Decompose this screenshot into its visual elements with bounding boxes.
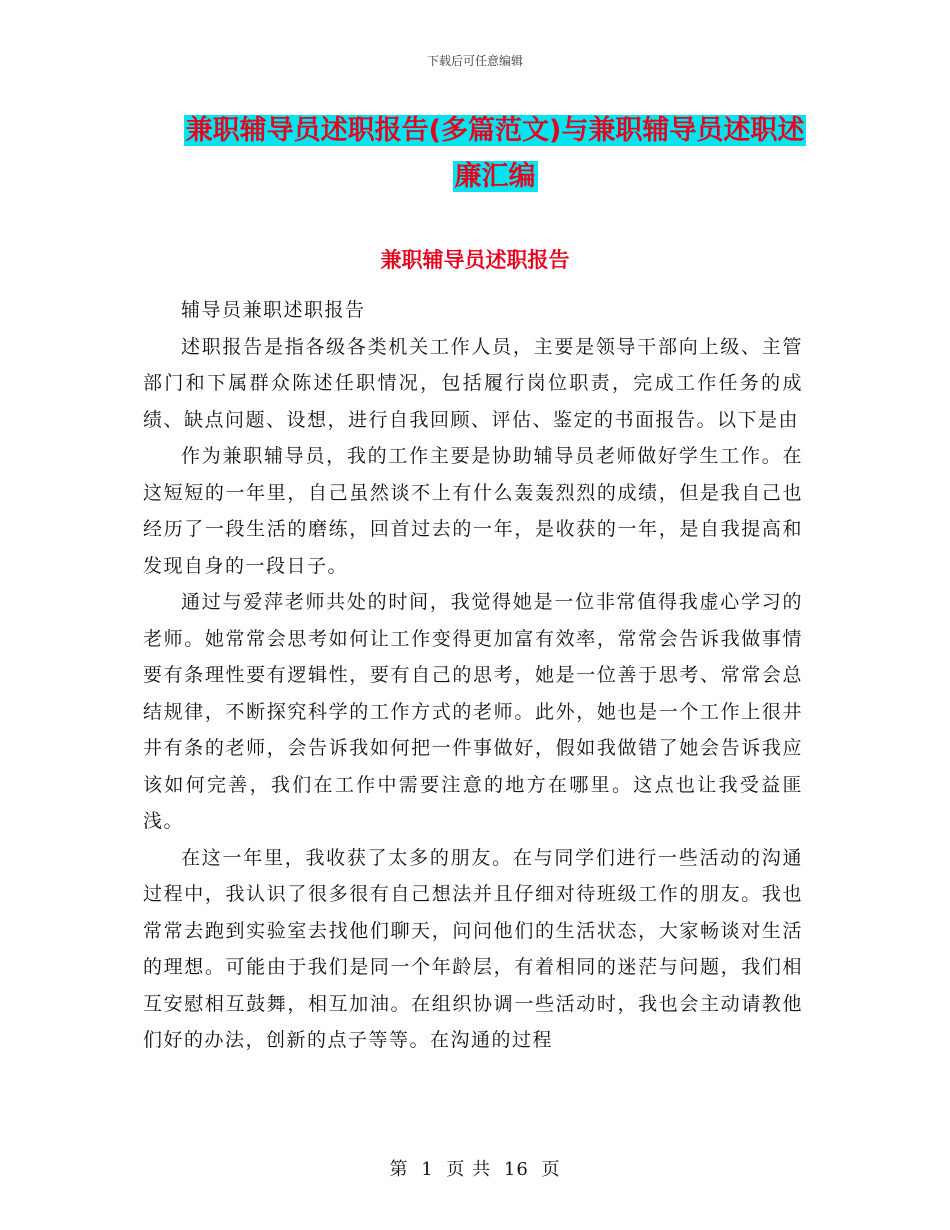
footer-total-pages: 16	[503, 1159, 529, 1180]
footer-middle: 页 共	[446, 1159, 492, 1180]
paragraph: 在这一年里，我收获了太多的朋友。在与同学们进行一些活动的沟通过程中，我认识了很多很有自己想法并且仔细对待班级工作的朋友。我也常常去跑到实验室去找他们聊天，问问他们的生活状态，大家畅谈对生活的理想。可能由于我们是同一个年龄层，有着相同的迷茫与问题，我们相互安慰相互鼓舞，相互加油。在组织协调一些活动时，我也会主动请教他们好的办法，创新的点子等等。在沟通的过程	[143, 846, 803, 1051]
page-footer	[0, 1155, 950, 1181]
paragraph: 辅导员兼职述职报告	[181, 299, 366, 321]
footer-suffix: 页	[541, 1159, 561, 1180]
footer-page-number: 1	[421, 1159, 434, 1180]
section-title: 兼职辅导员述职报告	[380, 248, 570, 272]
paragraph: 作为兼职辅导员，我的工作主要是协助辅导员老师做好学生工作。在这短短的一年里，自己虽然谈不上有什么轰轰烈烈的成绩，但是我自己也经历了一段生活的磨练，回首过去的一年，是收获的一年，是自我提高和发现自身的一段日子。	[143, 445, 803, 577]
paragraph: 通过与爱萍老师共处的时间，我觉得她是一位非常值得我虚心学习的老师。她常常会思考如何让工作变得更加富有效率，常常会告诉我做事情要有条理性要有逻辑性，要有自己的思考，她是一位善于思考、常常会总结规律，不断探究科学的工作方式的老师。此外，她也是一个工作上很井井有条的老师，会告诉我如何把一件事做好，假如我做错了她会告诉我应该如何完善，我们在工作中需要注意的地方在哪里。这点也让我受益匪浅。	[143, 591, 803, 832]
document-title-line-2: 廉汇编	[454, 161, 536, 192]
header-note: 下载后可任意编辑	[426, 54, 523, 68]
document-title-line-1: 兼职辅导员述职报告(多篇范文)与兼职辅导员述职述	[185, 115, 805, 146]
footer-prefix: 第	[389, 1159, 409, 1180]
paragraph: 述职报告是指各级各类机关工作人员，主要是领导干部向上级、主管部门和下属群众陈述任职情况，包括履行岗位职责，完成工作任务的成绩、缺点问题、设想，进行自我回顾、评估、鉴定的书面报告。以下是由	[143, 335, 803, 431]
document-title	[130, 108, 860, 200]
body-text	[143, 292, 803, 1059]
